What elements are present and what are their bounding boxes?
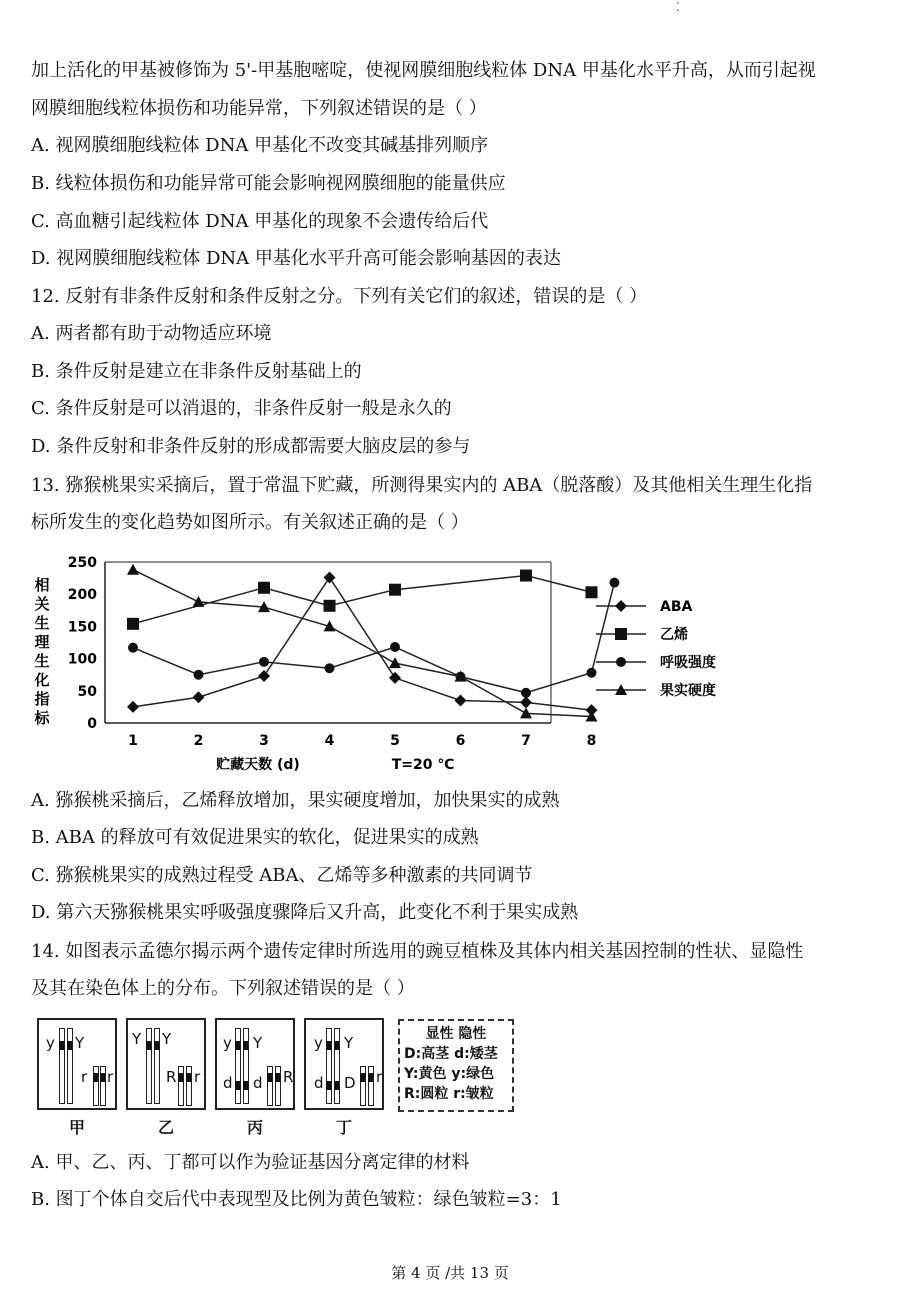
y-tick-label: 150 — [67, 619, 97, 636]
text-line: 网膜细胞线粒体损伤和功能异常，下列叙述错误的是（ ） — [31, 98, 487, 119]
question-12: 12. 反射有非条件反射和条件反射之分。下列有关它们的叙述，错误的是（ ） — [31, 286, 648, 307]
data-point — [587, 668, 597, 678]
trait-legend-header: 显性 隐性 — [425, 1026, 487, 1042]
gene-letter: r — [194, 1068, 201, 1086]
data-point — [127, 564, 139, 575]
data-point — [615, 600, 627, 612]
gene-letter: y — [223, 1034, 232, 1052]
option-a: A. 视网膜细胞线粒体 DNA 甲基化不改变其碱基排列顺序 — [31, 135, 489, 156]
gene-letter: Y — [75, 1034, 85, 1052]
y-tick-label: 50 — [77, 683, 97, 700]
trait-legend-row: R:圆粒 r:皱粒 — [404, 1086, 494, 1102]
gene-letter: d — [314, 1074, 324, 1092]
data-point — [324, 571, 336, 583]
option-c: C. 高血糖引起线粒体 DNA 甲基化的现象不会遗传给后代 — [31, 211, 489, 232]
x-tick-label: 6 — [455, 733, 466, 749]
data-point — [520, 570, 532, 582]
data-point — [520, 696, 532, 708]
chromosome — [334, 1028, 340, 1104]
option-b: B. 线粒体损伤和功能异常可能会影响视网膜细胞的能量供应 — [31, 173, 506, 194]
option-b: B. ABA 的释放可有效促进果实的软化，促进果实的成熟 — [31, 827, 479, 848]
y-axis-label: 标 — [34, 709, 50, 727]
plant-bing-box — [215, 1018, 295, 1110]
data-point — [324, 600, 336, 612]
data-point — [389, 672, 401, 684]
series-line — [133, 576, 592, 624]
x-tick-label: 8 — [586, 733, 597, 749]
question-13: 13. 猕猴桃果实采摘后，置于常温下贮藏，所测得果实内的 ABA（脱落酸）及其他相关生理生化指 — [31, 475, 813, 496]
data-point — [127, 618, 139, 630]
option-d: D. 视网膜细胞线粒体 DNA 甲基化水平升高可能会影响基因的表达 — [31, 248, 561, 269]
gene-letter: d — [223, 1074, 233, 1092]
option-b: B. 图丁个体自交后代中表现型及比例为黄色皱粒：绿色皱粒=3：1 — [31, 1189, 562, 1210]
y-axis-label: 生 — [34, 652, 50, 670]
data-point — [586, 586, 598, 598]
trait-legend-row: D:高茎 d:矮茎 — [404, 1046, 498, 1062]
y-axis-label: 指 — [34, 690, 50, 708]
plant-yi-box — [126, 1018, 206, 1110]
y-tick-label: 200 — [67, 587, 97, 604]
data-point — [521, 688, 531, 698]
data-point — [193, 691, 205, 703]
x-tick-label: 1 — [128, 733, 138, 749]
y-tick-label: 0 — [87, 716, 97, 732]
y-axis-label: 理 — [34, 633, 50, 651]
option-d: D. 第六天猕猴桃果实呼吸强度骤降后又升高，此变化不利于果实成熟 — [31, 902, 579, 923]
plant-jia-box — [37, 1018, 117, 1110]
chromosome — [67, 1028, 73, 1104]
chromosome — [146, 1028, 152, 1104]
chromosome — [360, 1066, 366, 1106]
y-tick-label: 250 — [67, 555, 97, 571]
x-tick-label: 2 — [193, 733, 204, 749]
gene-letter: R — [283, 1068, 294, 1086]
x-tick-label: 7 — [521, 733, 531, 749]
data-point — [128, 643, 138, 653]
gene-letter: y — [314, 1034, 323, 1052]
data-point — [615, 628, 627, 640]
chromosome — [368, 1066, 374, 1106]
option-b: B. 条件反射是建立在非条件反射基础上的 — [31, 361, 362, 382]
gene-letter: D — [344, 1074, 356, 1092]
chromosome — [235, 1028, 241, 1104]
data-point — [389, 657, 401, 668]
question-14: 14. 如图表示孟德尔揭示两个遗传定律时所选用的豌豆植株及其体内相关基因控制的性状、显隐性 — [31, 941, 804, 962]
option-a: A. 甲、乙、丙、丁都可以作为验证基因分离定律的材料 — [31, 1152, 470, 1173]
chromosome — [154, 1028, 160, 1104]
plant-label: 甲 — [68, 1118, 85, 1137]
chromosome — [93, 1066, 99, 1106]
y-axis-label: 相 — [34, 576, 50, 594]
text-line: 加上活化的甲基被修饰为 5'-甲基胞嘧啶，使视网膜细胞线粒体 DNA 甲基化水平升高，从而引起视 — [31, 60, 816, 81]
data-point — [194, 670, 204, 680]
y-axis-label: 生 — [34, 614, 50, 632]
data-point — [455, 694, 467, 706]
plant-label: 丁 — [335, 1118, 352, 1137]
gene-letter: Y — [344, 1034, 354, 1052]
chromosome — [100, 1066, 106, 1106]
gene-letter: r — [107, 1068, 114, 1086]
chromosome — [243, 1028, 249, 1104]
gene-letter: R — [166, 1068, 177, 1086]
page-footer: 第 4 页 /共 13 页 — [391, 1264, 509, 1282]
temperature-label: T=20 ℃ — [391, 757, 455, 773]
gene-letter: Y — [132, 1030, 142, 1048]
option-c: C. 条件反射是可以消退的，非条件反射一般是永久的 — [31, 398, 452, 419]
text-line: 标所发生的变化趋势如图所示。有关叙述正确的是（ ） — [31, 512, 469, 533]
x-tick-label: 4 — [324, 733, 335, 749]
legend-label: 呼吸强度 — [660, 655, 716, 671]
gene-letter: r — [81, 1068, 88, 1086]
legend-label: ABA — [660, 599, 693, 615]
option-a: A. 两者都有助于动物适应环境 — [31, 323, 272, 344]
data-point — [259, 657, 269, 667]
chromosome — [267, 1066, 273, 1106]
option-c: C. 猕猴桃果实的成熟过程受 ABA、乙烯等多种激素的共同调节 — [31, 865, 533, 886]
data-point — [127, 701, 139, 713]
y-tick-label: 100 — [67, 651, 97, 668]
x-axis-label: 贮藏天数 (d) — [216, 757, 300, 773]
gene-letter: d — [253, 1074, 263, 1092]
data-point — [389, 584, 401, 596]
plant-ding-box — [304, 1018, 384, 1110]
trait-legend — [398, 1019, 514, 1112]
x-tick-label: 3 — [259, 733, 269, 749]
text-line: 及其在染色体上的分布。下列叙述错误的是（ ） — [31, 978, 415, 999]
option-d: D. 条件反射和非条件反射的形成都需要大脑皮层的参与 — [31, 436, 471, 457]
page-mark: ⁚ — [676, 0, 680, 14]
plant-label: 乙 — [157, 1118, 174, 1137]
data-point — [390, 642, 400, 652]
chromosome — [275, 1066, 281, 1106]
y-axis-label: 关 — [34, 595, 50, 613]
data-point — [616, 657, 626, 667]
x-tick-label: 5 — [390, 733, 400, 749]
series-line — [133, 583, 614, 693]
data-point — [258, 582, 270, 594]
y-axis-label: 化 — [34, 671, 50, 689]
option-a: A. 猕猴桃采摘后，乙烯释放增加，果实硬度增加，加快果实的成熟 — [31, 790, 560, 811]
gene-letter: Y — [162, 1030, 172, 1048]
legend-label: 果实硬度 — [660, 683, 716, 699]
data-point — [193, 596, 205, 607]
physiology-chart — [28, 553, 748, 783]
data-point — [325, 663, 335, 673]
data-point — [609, 578, 619, 588]
plant-label: 丙 — [246, 1118, 263, 1137]
gene-letter: y — [46, 1034, 55, 1052]
chromosome — [178, 1066, 184, 1106]
chromosome — [59, 1028, 65, 1104]
legend-label: 乙烯 — [660, 627, 688, 643]
chromosome — [186, 1066, 192, 1106]
data-point — [258, 670, 270, 682]
trait-legend-row: Y:黄色 y:绿色 — [404, 1066, 495, 1082]
gene-letter: r — [376, 1068, 383, 1086]
chromosome — [326, 1028, 332, 1104]
gene-letter: Y — [253, 1034, 263, 1052]
